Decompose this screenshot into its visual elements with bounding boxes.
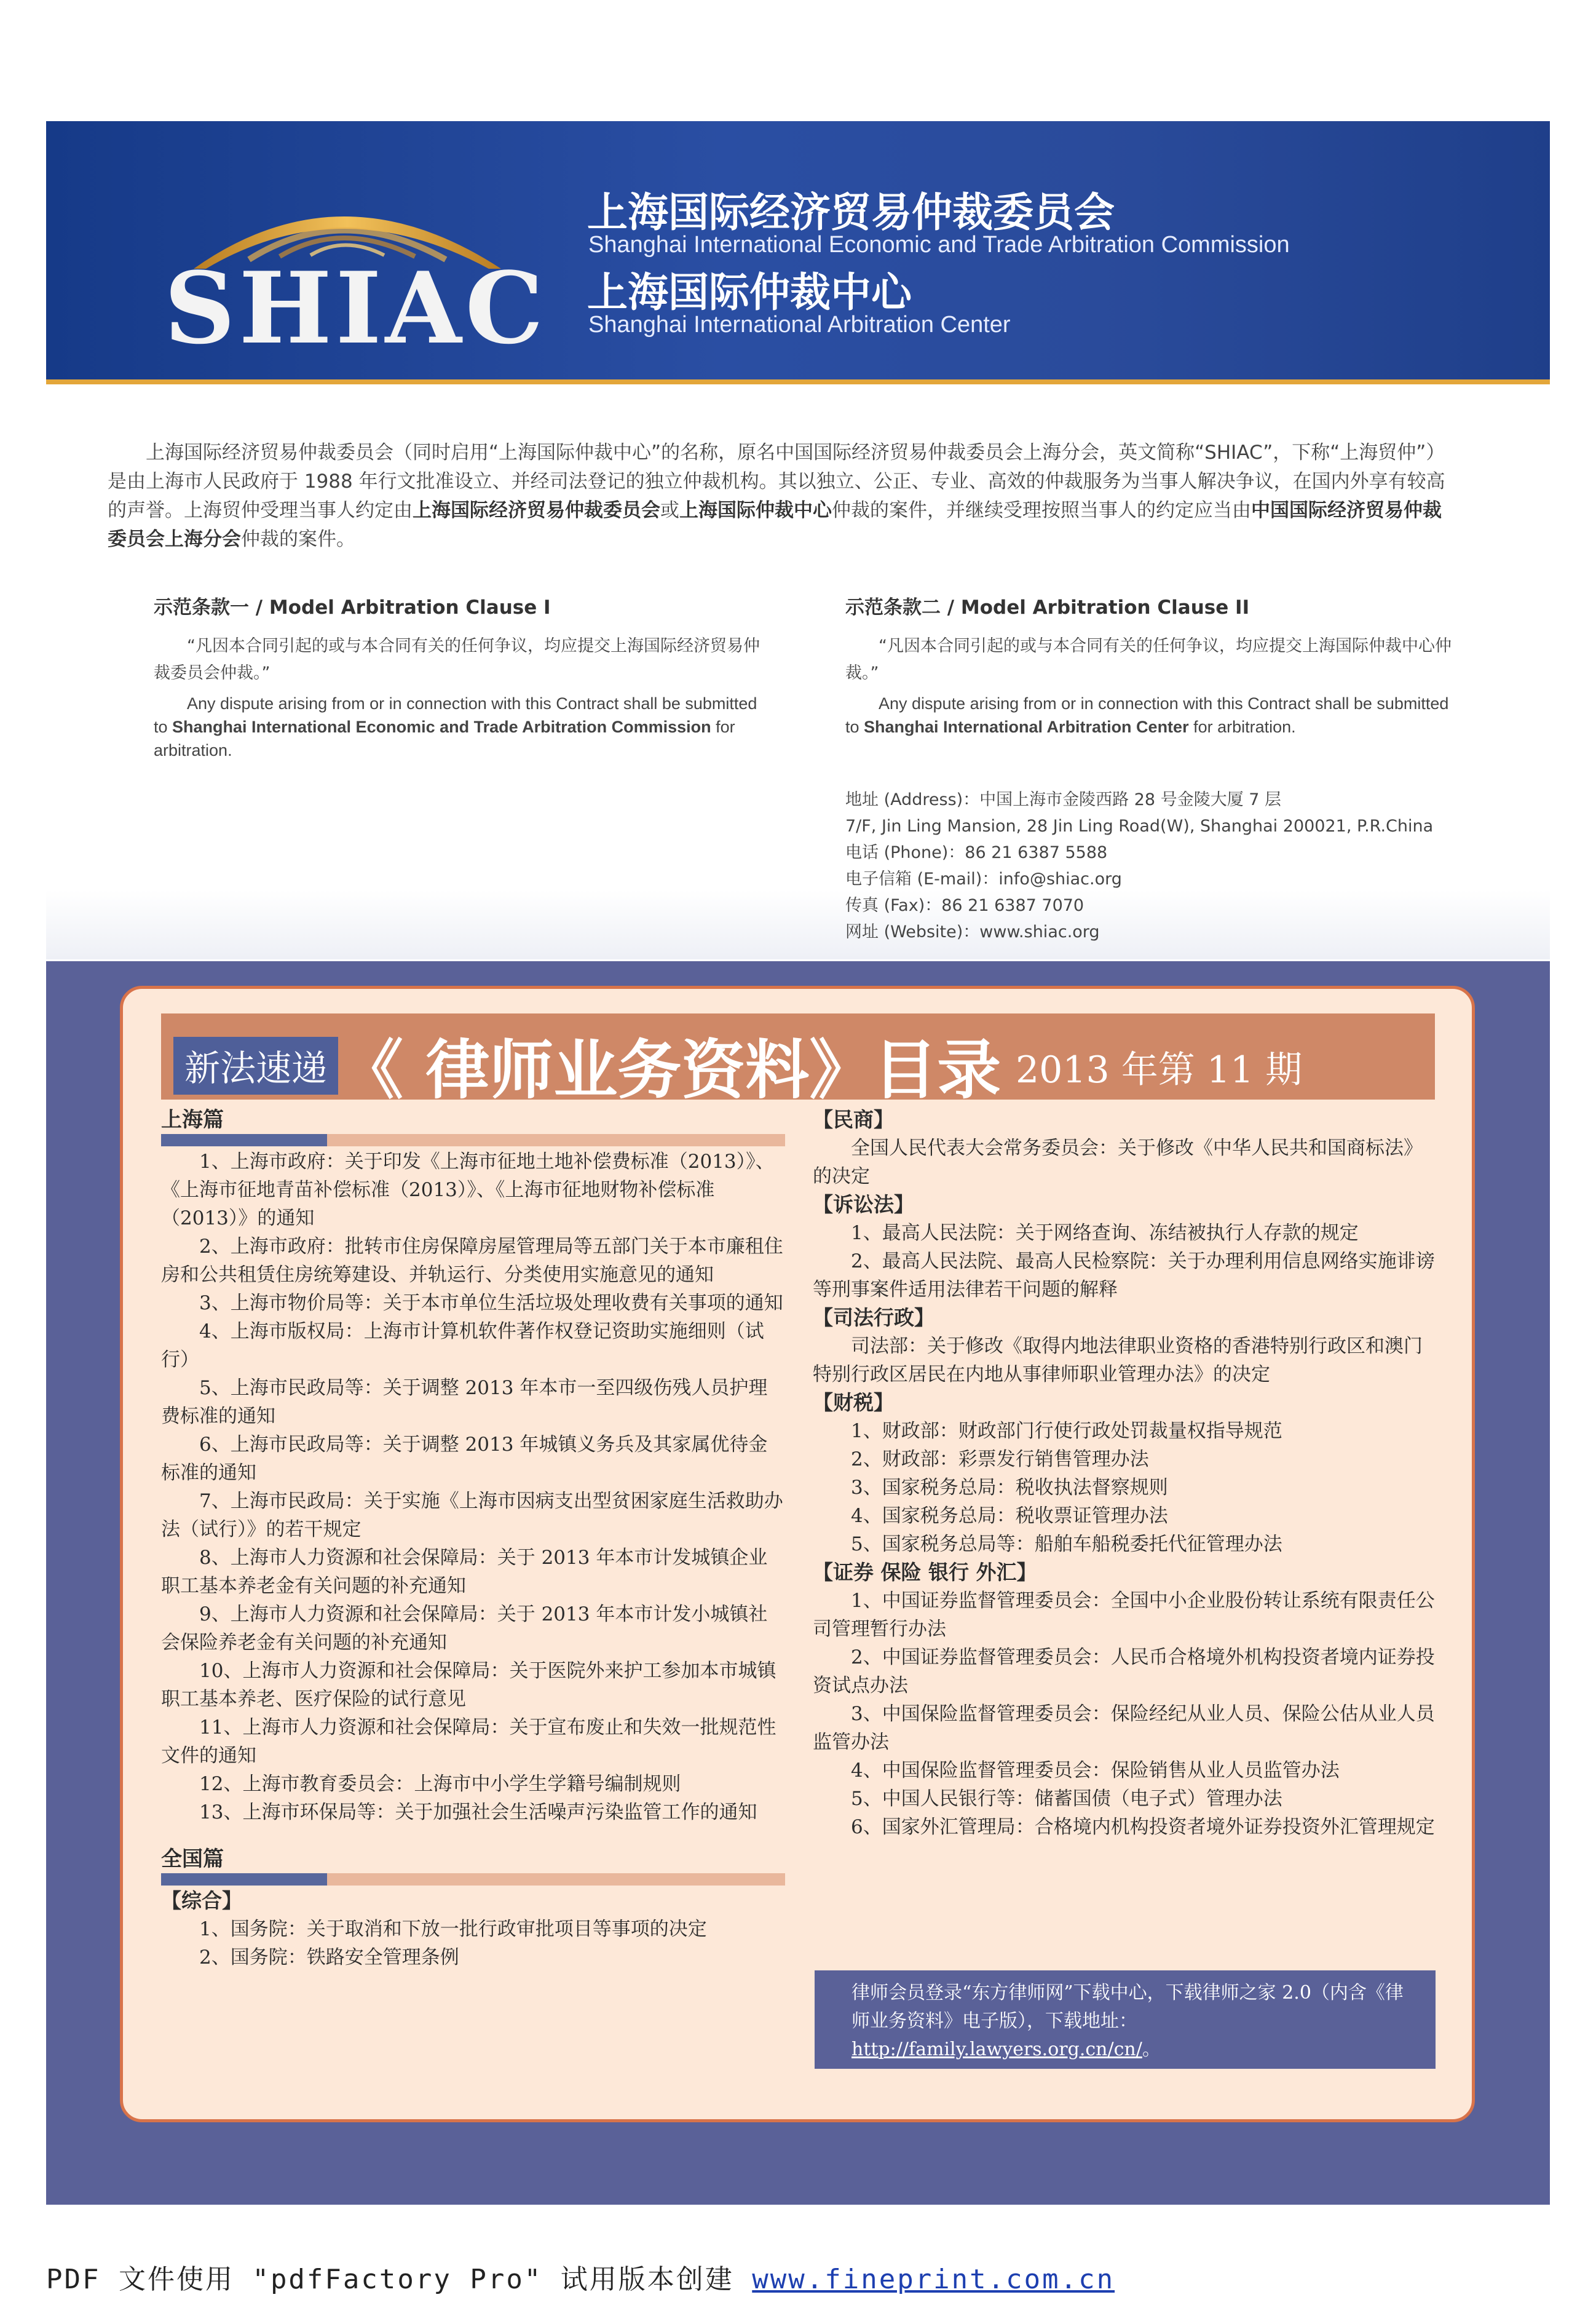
- list-item: 司法部：关于修改《取得内地法律职业资格的香港特别行政区和澳门特别行政区居民在内地从事律师职业管理办法》的决定: [813, 1335, 1423, 1386]
- national-heading: 全国篇: [161, 1847, 224, 1871]
- category-minshang: 【民商】: [813, 1108, 894, 1132]
- category-caishui: 【财税】: [813, 1390, 894, 1414]
- list-item: 4、国家税务总局：税收票证管理办法: [851, 1505, 1168, 1527]
- contact-fax: 传真 (Fax)：86 21 6387 7070: [845, 896, 1084, 915]
- contact-email: 电子信箱 (E-mail)：info@shiac.org: [845, 870, 1122, 889]
- clause-2-cn: “凡因本合同引起的或与本合同有关的任何争议，均应提交上海国际仲裁中心仲裁。”: [845, 637, 1452, 683]
- shanghai-heading-bar: [161, 1134, 785, 1146]
- list-item: 2、财政部：彩票发行销售管理办法: [851, 1448, 1149, 1470]
- catalog-issue: 2013 年第 11 期: [1016, 1049, 1303, 1092]
- right-column: [813, 1106, 1435, 1841]
- shanghai-heading: 上海篇: [161, 1108, 224, 1132]
- category-susong: 【诉讼法】: [813, 1192, 914, 1216]
- list-item: 5、国家税务总局等：船舶车船税委托代征管理办法: [851, 1533, 1282, 1555]
- national-heading-bar: [161, 1873, 785, 1886]
- contact-website: 网址 (Website)：www.shiac.org: [845, 922, 1100, 942]
- list-item: 1、财政部：财政部门行使行政处罚裁量权指导规范: [851, 1420, 1282, 1442]
- catalog-card: [120, 986, 1475, 2122]
- commission-name-en: Shanghai International Economic and Trade Arbitration Commission: [588, 232, 1290, 258]
- list-item: 6、上海市民政局等：关于调整 2013 年城镇义务兵及其家属优待金标准的通知: [161, 1434, 768, 1484]
- download-note: 律师会员登录“东方律师网”下载中心，下载律师之家 2.0（内含《律师业务资料》电子版），下载地址：http://family.lawyers.org.cn/cn/。: [815, 1970, 1436, 2069]
- catalog-header: [161, 1013, 1435, 1108]
- clause-1-title: 示范条款一 / Model Arbitration Clause I: [154, 597, 551, 619]
- list-item: 7、上海市民政局：关于实施《上海市因病支出型贫困家庭生活救助办法（试行）》的若干规定: [161, 1490, 783, 1541]
- list-item: 1、中国证券监督管理委员会：全国中小企业股份转让系统有限责任公司管理暂行办法: [813, 1590, 1435, 1640]
- list-item: 全国人民代表大会常务委员会：关于修改《中华人民共和国商标法》的决定: [813, 1137, 1423, 1188]
- list-item: 13、上海市环保局等：关于加强社会生活噪声污染监管工作的通知: [199, 1801, 757, 1823]
- clause-1-cn: “凡因本合同引起的或与本合同有关的任何争议，均应提交上海国际经济贸易仲裁委员会仲裁。”: [154, 637, 760, 683]
- pdf-footer: PDF 文件使用 "pdfFactory Pro" 试用版本创建 www.fineprint.com.cn: [46, 2264, 1115, 2295]
- category-sifa: 【司法行政】: [813, 1306, 934, 1330]
- list-item: 1、上海市政府：关于印发《上海市征地土地补偿费标准（2013）》、《上海市征地青苗补偿标准（2013）》、《上海市征地财物补偿标准（2013）》的通知: [161, 1151, 775, 1229]
- contact-address-cn: 地址 (Address)：中国上海市金陵西路 28 号金陵大厦 7 层: [845, 790, 1282, 809]
- list-item: 2、国务院：铁路安全管理条例: [199, 1946, 459, 1969]
- list-item: 11、上海市人力资源和社会保障局：关于宣布废止和失效一批规范性文件的通知: [161, 1716, 776, 1767]
- center-name-en: Shanghai International Arbitration Center: [588, 312, 1011, 338]
- contact-phone: 电话 (Phone)：86 21 6387 5588: [845, 843, 1108, 862]
- shiac-logo: [157, 183, 556, 367]
- list-item: 4、上海市版权局：上海市计算机软件著作权登记资助实施细则（试行）: [161, 1320, 764, 1371]
- category-zonghe: 【综合】: [161, 1889, 242, 1913]
- list-item: 8、上海市人力资源和社会保障局：关于 2013 年本市计发城镇企业职工基本养老金有关问题的补充通知: [161, 1547, 768, 1597]
- list-item: 2、中国证券监督管理委员会：人民币合格境外机构投资者境内证券投资试点办法: [813, 1646, 1435, 1697]
- new-law-tag: 新法速递: [173, 1037, 338, 1095]
- list-item: 2、上海市政府：批转市住房保障房屋管理局等五部门关于本市廉租住房和公共租赁住房统筹建设、并轨运行、分类使用实施意见的通知: [161, 1235, 783, 1286]
- logo-wordmark: SHIAC: [164, 250, 548, 366]
- catalog-title: 《 律师业务资料》目录: [339, 1033, 1001, 1108]
- clause-1-en: Any dispute arising from or in connection with this Contract shall be submitted to Shanghai International Economic and Trade Arbitration Commission for arbitration.: [154, 694, 757, 759]
- list-item: 9、上海市人力资源和社会保障局：关于 2013 年本市计发小城镇社会保险养老金有关问题的补充通知: [161, 1603, 768, 1654]
- list-item: 5、上海市民政局等：关于调整 2013 年本市一至四级伤残人员护理费标准的通知: [161, 1377, 768, 1427]
- left-column: [161, 1106, 785, 1972]
- list-item: 5、中国人民银行等：储蓄国债（电子式）管理办法: [851, 1788, 1282, 1810]
- list-item: 1、最高人民法院：关于网络查询、冻结被执行人存款的规定: [851, 1222, 1359, 1244]
- shiac-banner: [46, 121, 1550, 384]
- contact-info: [845, 787, 1433, 945]
- list-item: 4、中国保险监督管理委员会：保险销售从业人员监管办法: [851, 1759, 1340, 1782]
- list-item: 10、上海市人力资源和社会保障局：关于医院外来护工参加本市城镇职工基本养老、医疗保险的试行意见: [161, 1660, 776, 1710]
- clause-2-en: Any dispute arising from or in connection with this Contract shall be submitted to Shanghai International Arbitration Center for arbitration.: [845, 694, 1449, 736]
- list-item: 6、国家外汇管理局：合格境内机构投资者境外证券投资外汇管理规定: [851, 1816, 1435, 1838]
- catalog-section: [46, 961, 1550, 2205]
- list-item: 3、中国保险监督管理委员会：保险经纪从业人员、保险公估从业人员监管办法: [813, 1703, 1435, 1753]
- list-item: 3、国家税务总局：税收执法督察规则: [851, 1477, 1168, 1499]
- fineprint-link[interactable]: www.fineprint.com.cn: [752, 2264, 1115, 2295]
- download-link[interactable]: http://family.lawyers.org.cn/cn/: [851, 2039, 1142, 2060]
- commission-name-cn: 上海国际经济贸易仲裁委员会: [587, 189, 1115, 236]
- contact-address-en: 7/F, Jin Ling Mansion, 28 Jin Ling Road(W), Shanghai 200021, P.R.China: [845, 817, 1434, 836]
- center-name-cn: 上海国际仲裁中心: [587, 269, 912, 316]
- list-item: 3、上海市物价局等：关于本市单位生活垃圾处理收费有关事项的通知: [199, 1292, 783, 1314]
- intro-paragraph: 上海国际经济贸易仲裁委员会（同时启用“上海国际仲裁中心”的名称，原名中国国际经济贸易仲裁委员会上海分会，英文简称“SHIAC”，下称“上海贸仲”）是由上海市人民政府于 1988 年行文批准设立、并经司法登记的独立仲裁机构。其以独立、公正、专业、高效的仲裁服务为当事人解决争议，在国内外享有较高的声誉。上海贸仲受理当事人约定由上海国际经济贸易仲裁委员会或上海国际仲裁中心仲裁的案件，并继续受理按照当事人的约定应当由中国国际经济贸易仲裁委员会上海分会仲裁的案件。: [108, 442, 1445, 550]
- shiac-advertisement: [46, 121, 1550, 959]
- clause-2-title: 示范条款二 / Model Arbitration Clause II: [845, 597, 1250, 619]
- list-item: 12、上海市教育委员会：上海市中小学生学籍号编制规则: [199, 1773, 681, 1795]
- list-item: 2、最高人民法院、最高人民检察院：关于办理利用信息网络实施诽谤等刑事案件适用法律若干问题的解释: [813, 1250, 1435, 1301]
- list-item: 1、国务院：关于取消和下放一批行政审批项目等事项的决定: [199, 1918, 707, 1940]
- category-zhengquan: 【证券 保险 银行 外汇】: [813, 1560, 1037, 1584]
